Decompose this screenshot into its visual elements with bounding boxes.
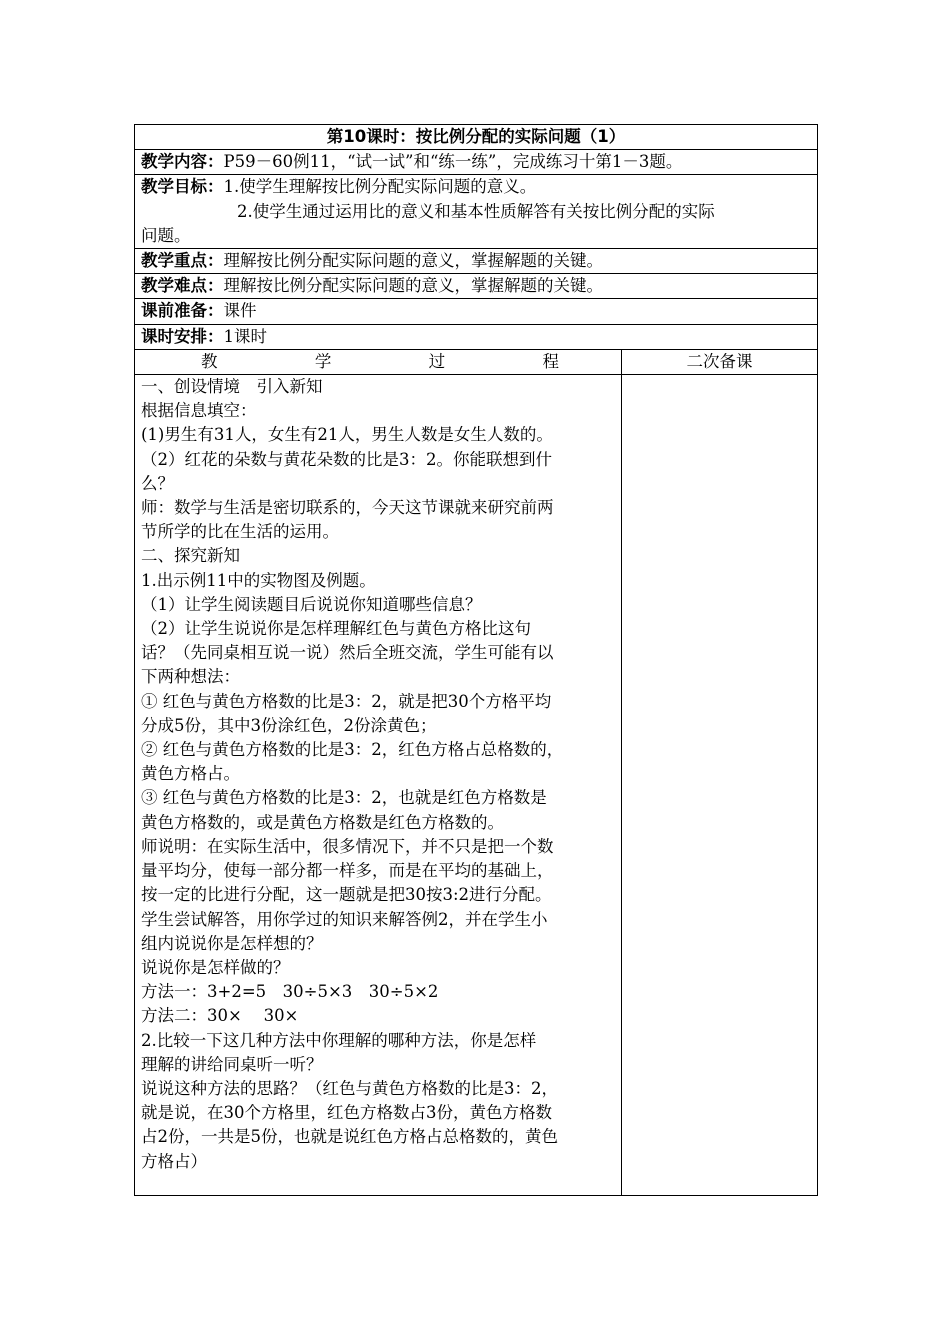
goals-item2a: 2.使学生通过运用比的意义和基本性质解答有关按比例分配的实际	[237, 201, 715, 221]
goals-label: 教学目标：	[141, 177, 224, 197]
column-header-row	[135, 349, 818, 374]
process-header-char-1: 教	[201, 351, 218, 371]
process-line: 按一定的比进行分配，这一题就是把30按3:2进行分配。	[141, 885, 552, 905]
title-row	[135, 125, 818, 150]
process-line: 分成5份，其中3份涂红色，2份涂黄色；	[141, 715, 437, 735]
process-line: 师说明：在实际生活中，很多情况下，并不只是把一个数	[141, 836, 554, 856]
process-line: 就是说，在30个方格里，红色方格数占3份，黄色方格数	[141, 1103, 552, 1123]
difficulty-label: 教学难点：	[141, 276, 224, 296]
process-line: 么？	[141, 473, 174, 493]
process-line: 黄色方格数的，或是黄色方格数是红色方格数的。	[141, 812, 504, 832]
difficulty-row	[135, 274, 818, 299]
lesson-plan-table	[134, 124, 818, 1196]
difficulty-value: 理解按比例分配实际问题的意义，掌握解题的关键。	[223, 276, 603, 296]
notes-header: 二次备课	[622, 349, 818, 374]
process-line: ① 红色与黄色方格数的比是3：2，就是把30个方格平均	[141, 691, 552, 711]
teaching-process-cell	[135, 375, 622, 1196]
prep-label: 课前准备：	[141, 301, 224, 321]
process-line: 根据信息填空：	[141, 401, 257, 421]
schedule-row	[135, 324, 818, 349]
process-line: 节所学的比在生活的运用。	[141, 522, 339, 542]
process-line: 方格占）	[141, 1151, 207, 1171]
process-line: （2）让学生说说你是怎样理解红色与黄色方格比这句	[141, 619, 531, 639]
process-line: 方法一：3+2=5 30÷5×3 30÷5×2	[141, 982, 439, 1002]
process-line: 黄色方格占。	[141, 764, 240, 784]
process-line: (1)男生有31人，女生有21人，男生人数是女生人数的。	[141, 425, 553, 445]
process-line: 方法二：30× 30×	[141, 1006, 299, 1026]
process-line: 说说你是怎样做的？	[141, 957, 290, 977]
goals-row	[135, 175, 818, 249]
process-line: 2.比较一下这几种方法中你理解的哪种方法，你是怎样	[141, 1030, 537, 1050]
process-header-char-2: 学	[314, 351, 332, 371]
process-line: 学生尝试解答，用你学过的知识来解答例2，并在学生小	[141, 909, 548, 929]
schedule-label: 课时安排：	[141, 326, 224, 346]
process-line: 二、探究新知	[141, 546, 240, 566]
process-line: 下两种想法：	[141, 667, 240, 687]
goals-item2b: 问题。	[141, 225, 191, 245]
process-header-char-4: 程	[542, 351, 559, 371]
goals-item1: 1.使学生理解按比例分配实际问题的意义。	[223, 177, 537, 197]
process-header-char-3: 过	[428, 351, 446, 371]
process-line: （2）红花的朵数与黄花朵数的比是3：2。你能联想到什	[141, 449, 552, 469]
key-point-row	[135, 249, 818, 274]
prep-value: 课件	[223, 301, 257, 321]
key-point-label: 教学重点：	[141, 251, 224, 271]
secondary-notes-cell	[622, 375, 818, 1196]
content-row	[135, 150, 818, 175]
content-value: P59－60例11，“试一试”和“练一练”，完成练习十第1－3题。	[223, 152, 683, 172]
prep-row	[135, 299, 818, 324]
body-row	[135, 375, 818, 1196]
process-line: 1.出示例11中的实物图及例题。	[141, 570, 376, 590]
process-line: 说说这种方法的思路？（红色与黄色方格数的比是3：2，	[141, 1078, 558, 1098]
process-line: ② 红色与黄色方格数的比是3：2，红色方格占总格数的，	[141, 740, 564, 760]
content-label: 教学内容：	[141, 152, 224, 172]
process-line: 量平均分，使每一部分都一样多，而是在平均的基础上，	[141, 861, 554, 881]
key-point-value: 理解按比例分配实际问题的意义，掌握解题的关键。	[223, 251, 603, 271]
process-header	[135, 349, 622, 374]
schedule-value: 1课时	[223, 326, 267, 346]
process-line: 占2份，一共是5份，也就是说红色方格占总格数的，黄色	[141, 1127, 558, 1147]
lesson-title: 第10课时：按比例分配的实际问题（1）	[135, 125, 818, 150]
process-line: 一、创设情境 引入新知	[141, 377, 323, 397]
process-line: 组内说说你是怎样想的？	[141, 933, 323, 953]
process-line: 师：数学与生活是密切联系的，今天这节课就来研究前两	[141, 498, 554, 518]
process-line: 话？（先同桌相互说一说）然后全班交流，学生可能有以	[141, 643, 554, 663]
process-line: ③ 红色与黄色方格数的比是3：2，也就是红色方格数是	[141, 788, 547, 808]
process-line: 理解的讲给同桌听一听？	[141, 1054, 323, 1074]
process-line: （1）让学生阅读题目后说说你知道哪些信息？	[141, 594, 482, 614]
